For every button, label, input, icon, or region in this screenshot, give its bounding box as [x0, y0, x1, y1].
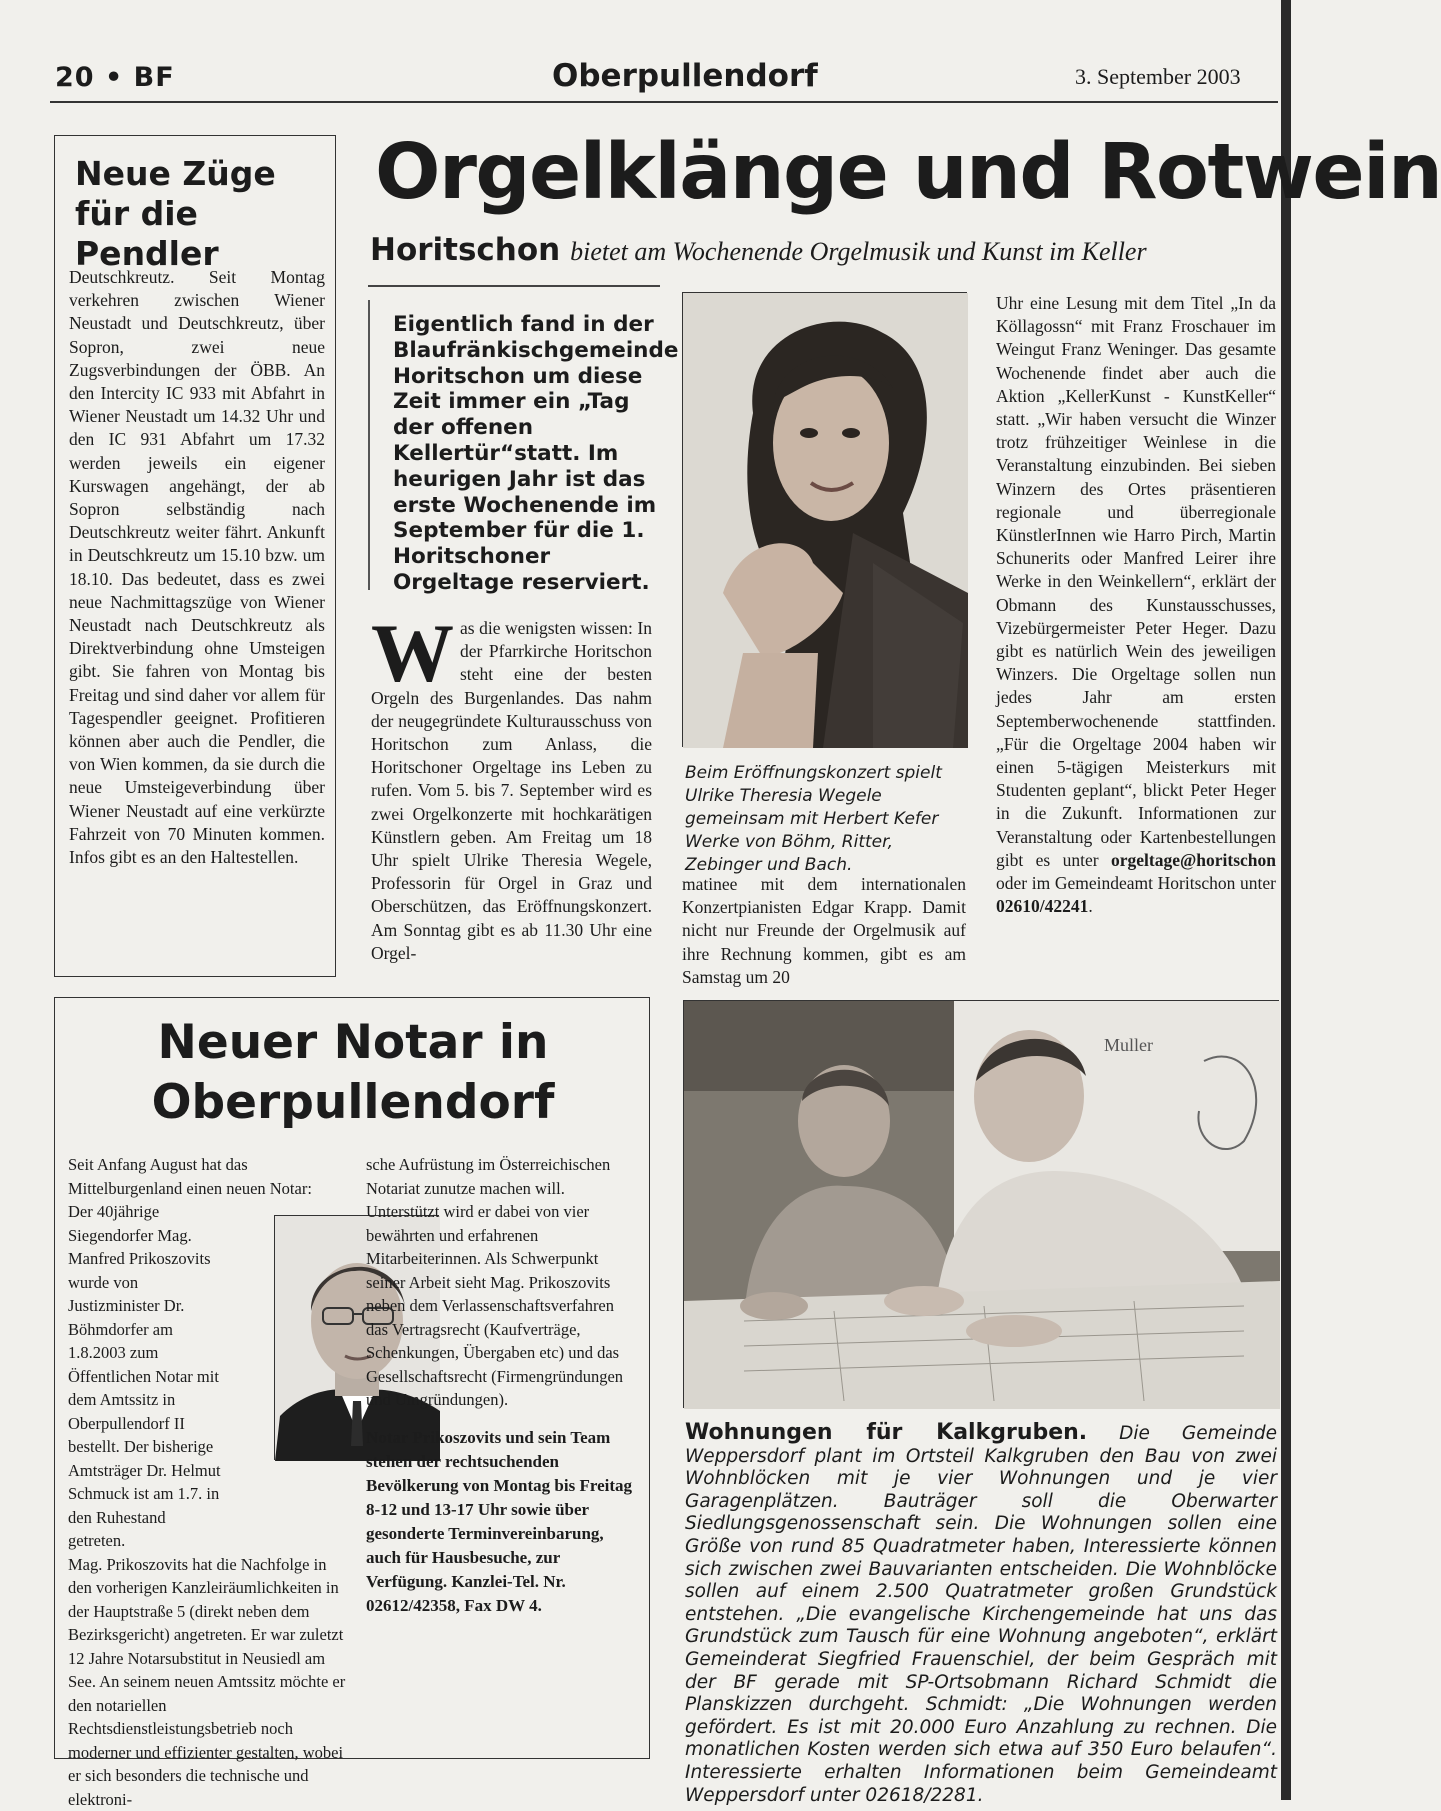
notar-col2-text: sche Aufrüstung im Österreichischen Notariat zunutze machen will. Unterstützt wird er dabei von vier bewährten und erfahrenen Mitarbeiterinnen. Als Schwerpunkt seiner Arbeit sieht Mag. Prikoszovits neben dem Verlassenschaftsverfahren das Vertragsrecht (Kaufverträge, Schenkungen, Übergaben etc) und das Gesellschaftsrecht (Firmengründungen und Umgründungen).: [366, 1153, 638, 1412]
two-men-reviewing-plans-illustration: [684, 1001, 1280, 1409]
photo-planning-meeting: [683, 1000, 1279, 1408]
main-article-column-2: matinee mit dem internationalen Konzertpianisten Edgar Krapp. Damit nicht nur Freunde der Orgelmusik auf ihre Rechnung kommen, gibt es am Samstag um 20: [682, 873, 966, 989]
main-article-teaser: Eigentlich fand in der Blaufränkischgemeinde Horitschon um diese Zeit immer ein „Tag der offenen Kellertür“statt. Im heurigen Jahr ist das erste Wochenende im September für die 1. Horitschoner Orgeltage reserviert.: [393, 312, 663, 596]
header-rule: [50, 101, 1278, 103]
column-1-text: as die wenigsten wissen: In der Pfarrkirche Horitschon steht eine der besten Orgeln des Burgenlandes. Das nahm der neugegründete Kulturausschuss von Horitschon zum Anlass, die Horitschoner Orgeltage ins Leben zu rufen. Vom 5. bis 7. September wird es zwei Orgelkonzerte mit hochkarätigen Künstlern geben. Am Freitag um 18 Uhr spielt Ulrike Theresia Wegele, Professorin für Orgel in Graz und Oberschützen, das Eröffnungskonzert. Am Sonntag gibt es ab 11.30 Uhr eine Orgel-: [371, 618, 652, 963]
portrait-photo-caption: Beim Eröffnungskonzert spielt Ulrike Theresia Wegele gemeinsam mit Herbert Kefer Werke von Böhm, Ritter, Zebinger und Bach.: [685, 762, 970, 877]
kalkgruben-article-body: Die Gemeinde Weppersdorf plant im Ortsteil Kalkgruben den Bau von zwei Wohnblöcken mit je vier Wohnungen und je vier Garagenplätzen. Bauträger soll die Oberwarter Siedlungsgenossenschaft sein. Die Wohnungen sollen eine Größe von rund 85 Quadratmeter haben, Interessierte können sich zwischen zwei Bauvarianten entscheiden. Die Wohnblöcke sollen auf einem 2.500 Quatratmeter großen Grundstück entstehen. „Die evangelische Kirchengemeinde hat uns das Grundstück zum Tausch für eine Wohnung angeboten“, erklärt Gemeinderat Siegfried Frauenschiel, der beim Gespräch mit der BF gerade mit SP-Ortsobmann Richard Schmidt die Planskizzen durchgeht. Schmidt: „Die Wohnungen werden gefördert. Es ist mit 20.000 Euro Anzahlung zu rechnen. Die monatlichen Kosten werden sich etwa auf 350 Euro belaufen“. Interessierte erhalten Informationen beim Gemeindeamt Weppersdorf unter 02618/2281.: [685, 1423, 1277, 1806]
sidebar-article-box: [54, 135, 336, 977]
issue-date: 3. September 2003: [1075, 64, 1241, 90]
kalkgruben-article: [685, 1422, 1277, 1807]
main-article-column-1: [371, 617, 652, 965]
notar-headline-line-2: Oberpullendorf: [55, 1073, 651, 1133]
subline-rule: [368, 285, 660, 287]
portrait-woman-illustration: [683, 293, 968, 748]
main-article-headline: Orgelklänge und Rotwein: [375, 128, 1441, 217]
notar-col1-bottom: Mag. Prikoszovits hat die Nachfolge in den vorherigen Kanzleiräumlichkeiten in der Hauptstraße 5 (direkt neben dem Bezirksgericht) angetreten. Er war zuletzt 12 Jahre Notarsubstitut in Neusiedl am See. An seinem neuen Amtssitz möchte er den notariellen Rechtsdienstleistungsbetrieb noch moderner und effizienter gestalten, wobei er sich besonders die technische und elektroni-: [68, 1553, 349, 1811]
wall-note-text: Muller: [1104, 1035, 1153, 1055]
drop-cap: W: [371, 622, 454, 684]
contact-email: orgeltage@horitschon: [1111, 850, 1276, 870]
contact-middle-text: oder im Gemeindeamt Horitschon unter: [996, 873, 1276, 893]
main-article-column-3: [996, 292, 1276, 918]
notar-article-box: [54, 997, 650, 1759]
notar-headline-line-1: Neuer Notar in: [55, 1013, 651, 1073]
notar-col1-intro: Seit Anfang August hat das Mittelburgenland einen neuen Notar:: [68, 1153, 349, 1200]
main-article-subline: [370, 232, 1147, 268]
notar-article-headline: [55, 1013, 651, 1133]
sidebar-article-title: Neue Züge für die Pendler: [75, 154, 325, 274]
subline-text: bietet am Wochenende Orgelmusik und Kunst im Keller: [570, 237, 1146, 266]
kalkgruben-article-title: Wohnungen für Kalkgruben.: [685, 1420, 1087, 1445]
notar-col1-wrap: Der 40jährige Siegendorfer Mag. Manfred Prikoszovits wurde von Justizminister Dr. Böhmdorfer am 1.8.2003 zum Öffentlichen Notar mit dem Amtssitz in Oberpullendorf II bestellt. Der bisherige Amtsträger Dr. Helmut Schmuck ist am 1.7. in den Ruhestand getreten.: [68, 1200, 226, 1553]
contact-end: .: [1088, 896, 1092, 916]
notar-article-column-2: [366, 1153, 638, 1618]
teaser-rule: [368, 300, 370, 590]
notar-office-hours: Notar Prikoszovits und sein Team stehen der rechtsuchenden Bevölkerung von Montag bis Freitag 8-12 und 13-17 Uhr sowie über gesonderte Terminvereinbarung, auch für Hausbesuche, zur Verfügung. Kanzlei-Tel. Nr. 02612/42358, Fax DW 4.: [366, 1426, 638, 1618]
sidebar-article-paragraph: Deutschkreutz. Seit Montag verkehren zwischen Wiener Neustadt und Deutschkreutz, über Sopron, zwei neue Zugsverbindungen der ÖBB. An den Intercity IC 933 mit Abfahrt in Wiener Neustadt um 14.32 Uhr und den IC 931 Abfahrt um 17.32 werden jeweils ein eigener Kurswagen angehängt, der ab Sopron selbständig nach Deutschkreutz weiter fährt. Ankunft in Deutschkreutz um 15.10 bzw. um 18.10. Das bedeutet, dass es zwei neue Nachmittagszüge von Wiener Neustadt nach Deutschkreutz als Direktverbindung ohne Umsteigen gibt. Sie fahren von Montag bis Freitag und sind daher vor allem für Tagespendler geeignet. Profitieren können aber auch die Pendler, die von Wien kommen, da sie durch die neue Umsteigeverbindung über Wiener Neustadt auf eine verkürzte Fahrzeit von 70 Minuten kommen. Infos gibt es an den Haltestellen.: [69, 266, 325, 869]
contact-phone: 02610/42241: [996, 896, 1088, 916]
column-3-text: Uhr eine Lesung mit dem Titel „In da Köllagossn“ mit Franz Froschauer im Weingut Franz Weninger. Das gesamte Wochenende findet aber auch die Aktion „KellerKunst - KunstKeller“ statt. „Wir haben versucht die Winzer trotz frühzeitiger Weinlese in die Veranstaltung einzubinden. Bei sieben Winzern des Ortes präsentieren regionale und überregionale KünstlerInnen wie Harro Pirch, Martin Schunerits oder Manfred Leirer ihre Werke in den Weinkellern“, erklärt der Obmann des Kunstausschusses, Vizebürgermeister Peter Heger. Dazu gibt es natürlich Wein des jeweiligen Winzers. Die Orgeltage sollen nun jedes Jahr am ersten Septemberwochenende stattfinden. „Für die Orgeltage 2004 haben wir einen 5-tägigen Meisterkurs mit Studenten geplant“, blickt Peter Heger in die Zukunft. Informationen zur Veranstaltung oder Kartenbestellungen gibt es unter: [996, 293, 1276, 870]
section-title: Oberpullendorf: [552, 58, 818, 94]
page-number: 20 • BF: [55, 62, 175, 93]
subline-place: Horitschon: [370, 232, 560, 268]
page-edge-shadow: [1281, 0, 1291, 1800]
sidebar-article-body: [69, 266, 325, 869]
portrait-photo-wegele: [682, 292, 967, 747]
